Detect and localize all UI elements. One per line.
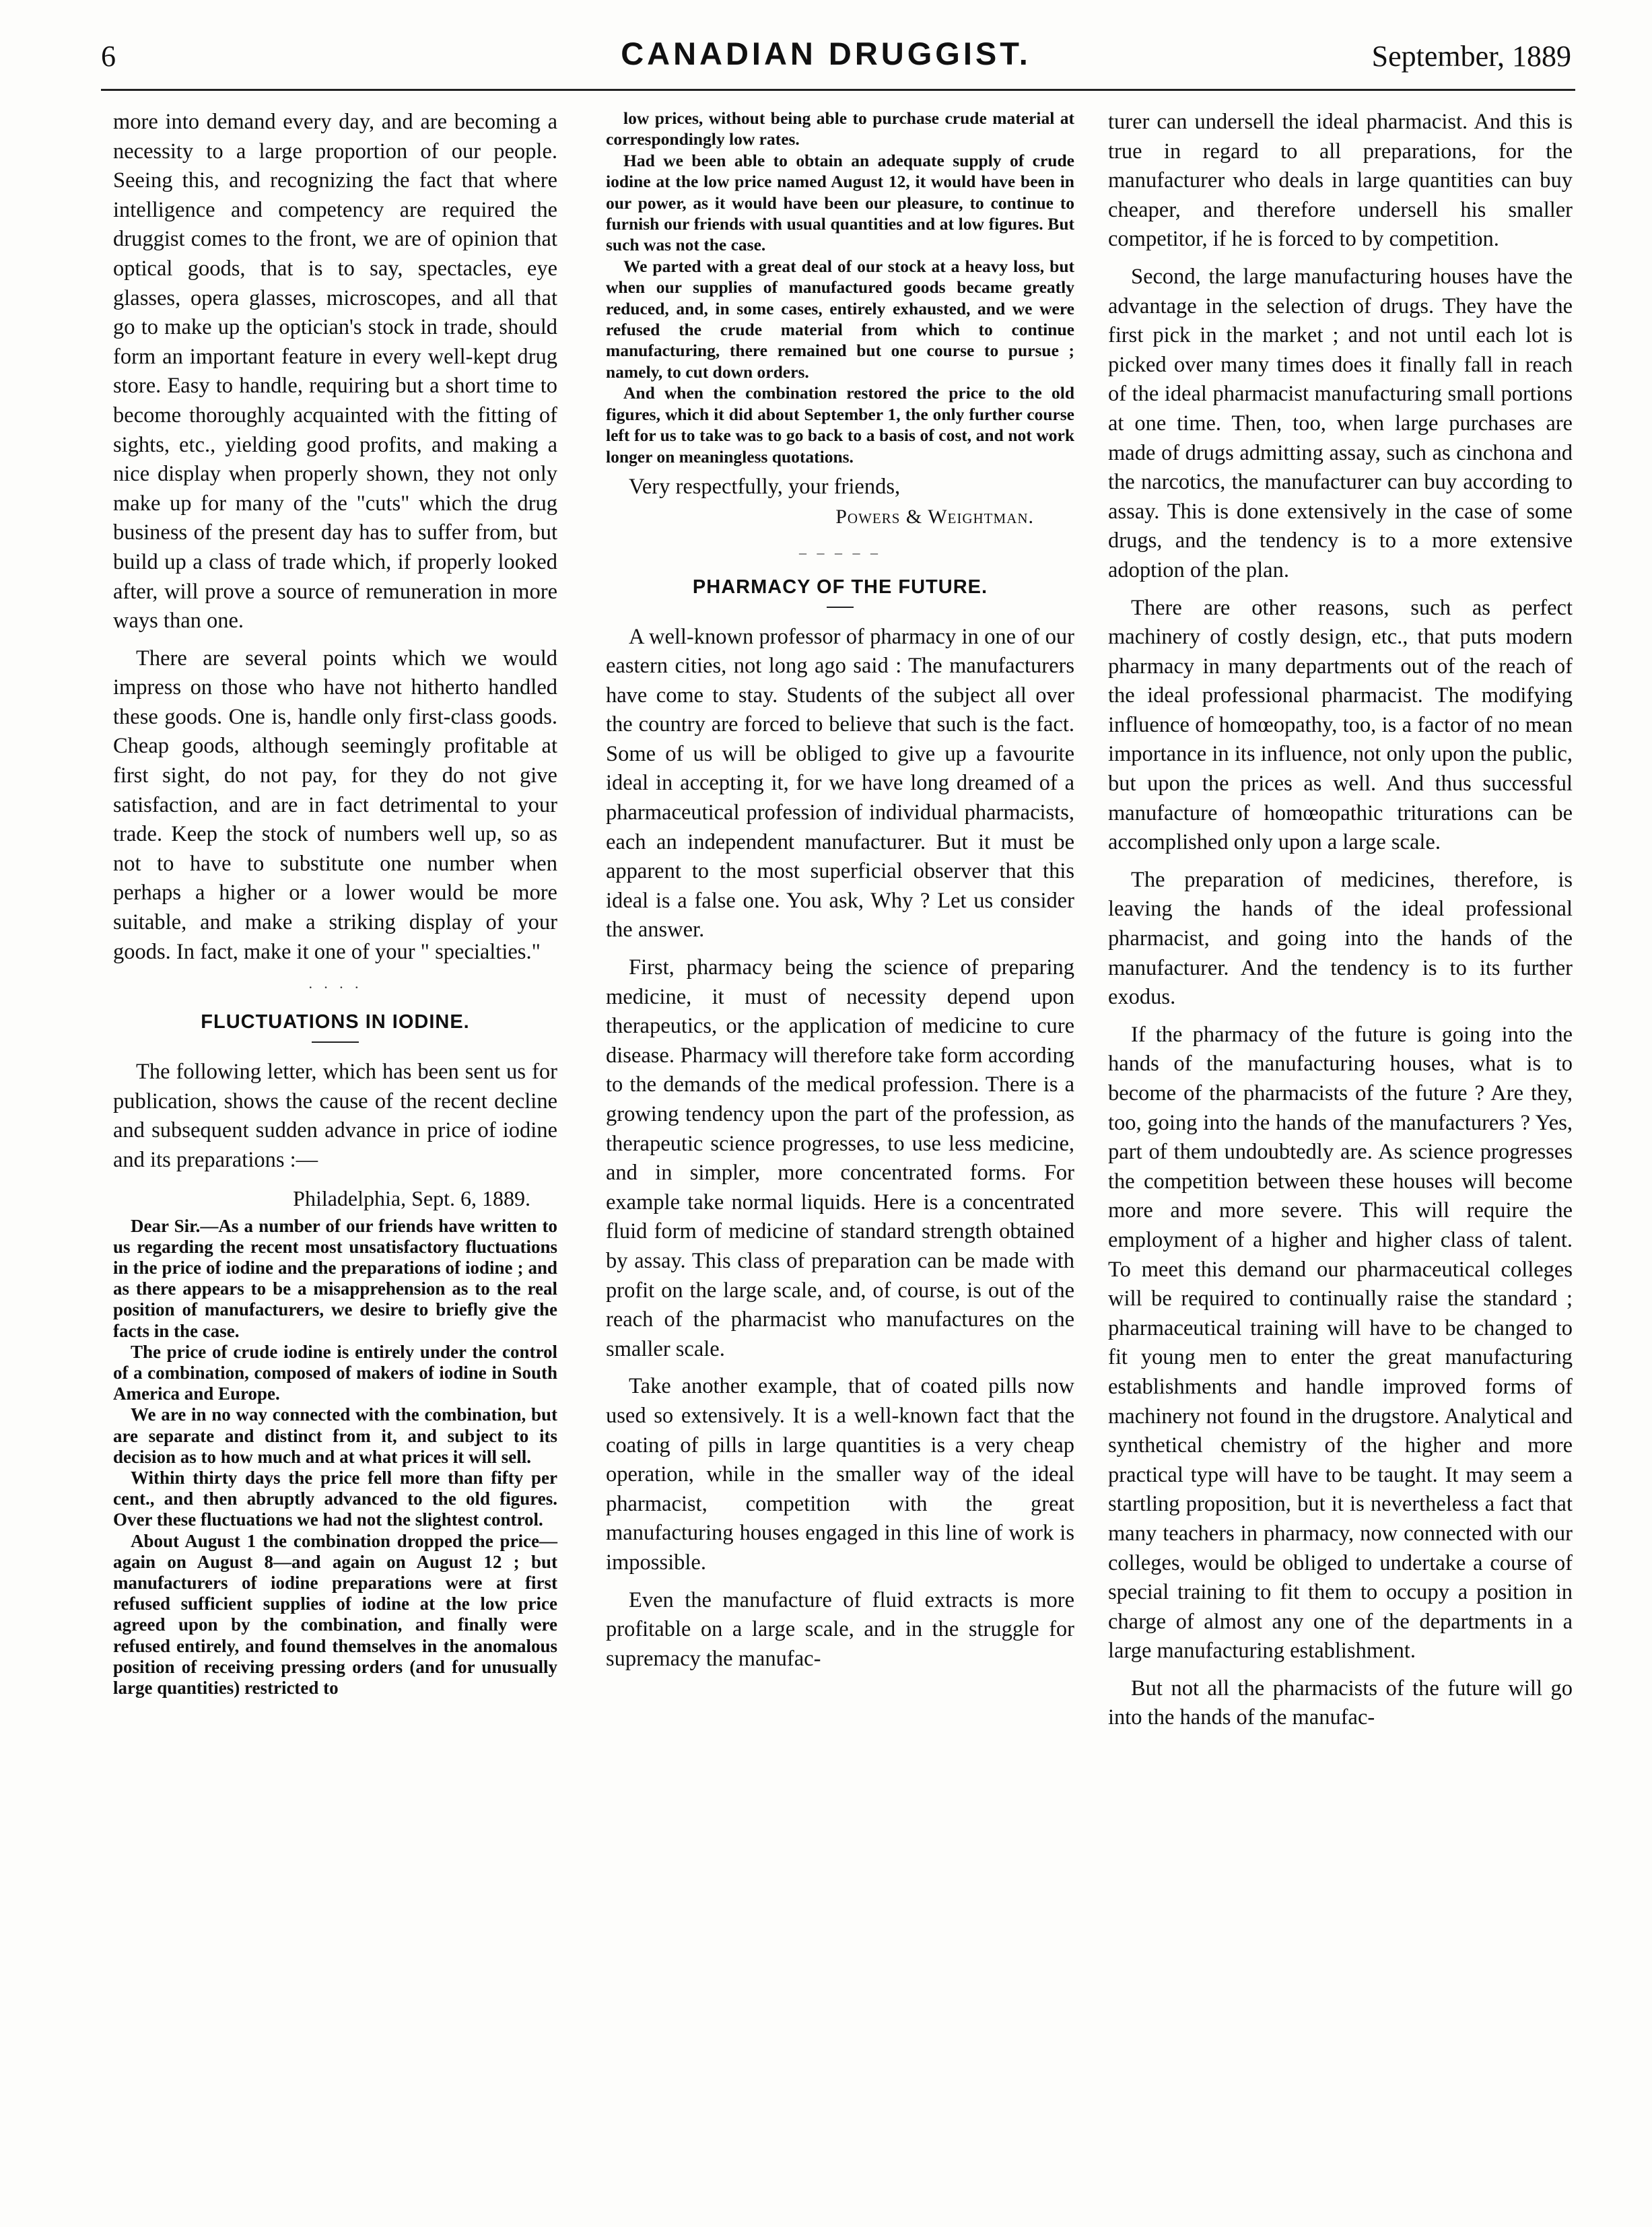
letter-paragraph: low prices, without being able to purchase crude material at correspondingly low rates.: [606, 108, 1074, 149]
issue-date: September, 1889: [1371, 40, 1571, 73]
paragraph: The preparation of medicines, therefore, is leaving the hands of the ideal professional pharmacist, and going into the hands of the manufacturer. And the tendency is to its further exodus.: [1108, 867, 1573, 1010]
letter-paragraph: Dear Sir.—As a number of our friends have written to us regarding the recent most unsatisfactory fluctuations in the price of iodine and the preparations of iodine ; and as there appears to be a misapprehension as to the real position of manufacturers, we desire to briefly give the facts in the case.: [113, 1215, 557, 1341]
paragraph: If the pharmacy of the future is going into the hands of the manufacturing houses, what is to become of the pharmacists of the future ? Are they, too, going into the hands of the manufacturers ? Yes, part of them undoubtedly are. As science progresses the competition between these houses will become more and more severe. This will require the employment of a higher and higher class of talent. To meet this demand our pharmaceutical colleges will be required to continually raise the standard ; pharmaceutical training will have to be changed to fit young men to enter the great manufacturing establishments and handle improved forms of machinery not found in the drugstore. Analytical and synthetical chemistry of the higher and more practical type will have to be taught. It may seem a startling proposition, but it is nevertheless a fact that many teachers in pharmacy, now connected with our colleges, would be obliged to undertake a course of special training to fit them to occupy a position in charge of almost any one of the departments in a large manufacturing establishment.: [1108, 1022, 1573, 1664]
paragraph: But not all the pharmacists of the future will go into the hands of the manufac-: [1108, 1676, 1573, 1730]
paragraph: Take another example, that of coated pills now used so extensively. It is a well-known fact that the coating of pills in large quantities is a very cheap operation, while in the smaller way of the ideal pharmacist, competition with the great manufacturing houses engaged in this line of work is impossible.: [606, 1374, 1074, 1575]
letter-dateline: Philadelphia, Sept. 6, 1889.: [293, 1186, 530, 1210]
section-separator: · · · ·: [308, 979, 363, 996]
article-heading-pharmacy: PHARMACY OF THE FUTURE.: [692, 576, 988, 598]
paragraph: more into demand every day, and are becoming a necessity to a large proportion of our people. Seeing this, and recognizing the fact that where intelligence and competency are required the druggist comes to the front, we are of opinion that optical goods, that is to say, spectacles, eye glasses, opera glasses, microscopes, and all that go to make up the optician's stock in trade, should form an important feature in every well-kept drug store. Easy to handle, requiring but a short time to become thoroughly acquainted with the fitting of sights, etc., yielding good profits, and making a nice display when properly shown, they not only make up for many of the "cuts" which the drug business of the present day has to suffer from, but build up a class of trade which, if properly looked after, will prove a source of remuneration in more ways than one.: [113, 110, 557, 633]
paragraph: The following letter, which has been sent us for publication, shows the cause of the recent decline and subsequent sudden advance in price of iodine and its preparations :—: [113, 1060, 557, 1172]
page-header: [0, 0, 1652, 74]
letter-paragraph: And when the combination restored the price to the old figures, which it did about September 1, the only further course left for us to take was to go back to a basis of cost, and not work longer on meaningless quotations.: [606, 383, 1074, 467]
section-separator: – – – – –: [799, 543, 881, 561]
masthead-title: CANADIAN DRUGGIST.: [621, 36, 1031, 71]
letter-paragraph: Had we been able to obtain an adequate supply of crude iodine at the low price named August 12, it would have been in our power, as it would have been our pleasure, to continue to furnish our friends with usual quantities and at low figures. But such was not the case.: [606, 150, 1074, 255]
letter-signature: Powers & Weightman.: [835, 505, 1034, 528]
paragraph: Even the manufacture of fluid extracts is more profitable on a large scale, and in the struggle for supremacy the manufac-: [606, 1587, 1074, 1671]
paragraph: There are several points which we would impress on those who have not hitherto handled these goods. One is, handle only first-class goods. Cheap goods, although seemingly profitable at first sight, do not pay, for they do not give satisfaction, and are in fact detrimental to your trade. Keep the stock of numbers well up, so as not to have to substitute one number when perhaps a higher or a lower would be more suitable, and make a striking display of your goods. In fact, make it one of your " specialties.": [113, 646, 557, 964]
column-1: [113, 108, 557, 1699]
letter-paragraph: We parted with a great deal of our stock at a heavy loss, but when our supplies of manufactured goods became greatly reduced, and, in some cases, entirely exhausted, and we were refused the crude material from which to continue manufacturing, there remained but one course to pursue ; namely, to cut down orders.: [606, 256, 1074, 382]
column-2: [606, 108, 1074, 1682]
header-rule: [101, 89, 1575, 91]
paragraph: There are other reasons, such as perfect machinery of costly design, etc., that puts modern pharmacy in many departments out of the reach of the ideal professional pharmacist. The modifying influence of homœopathy, too, is a factor of no mean importance in its influence, not only upon the public, but upon the prices as well. And thus successful manufacture of homœopathic triturations can be accomplished only upon a large scale.: [1108, 595, 1573, 855]
paragraph: First, pharmacy being the science of preparing medicine, it must of necessity depend upon therapeutics, or the application of medicine to cure disease. Pharmacy will therefore take form according to the demands of the medical profession. There is a growing tendency upon the part of the profession, as therapeutic science progresses, to use less medicine, and in simpler, more concentrated forms. For example take normal liquids. Here is a concentrated fluid form of medicine of standard strength obtained by assay. This class of preparation can be made with profit on the large scale, and, of course, is out of the reach of the pharmacist who manufactures on the smaller scale.: [606, 955, 1074, 1361]
letter-paragraph: Within thirty days the price fell more than fifty per cent., and then abruptly advanced to the old figures. Over these fluctuations we had not the slightest control.: [113, 1468, 557, 1530]
letter-paragraph: The price of crude iodine is entirely under the control of a combination, composed of makers of iodine in South America and Europe.: [113, 1341, 557, 1404]
heading-rule: [827, 607, 854, 608]
article-heading-iodine: FLUCTUATIONS IN IODINE.: [201, 1011, 470, 1033]
letter-paragraph: We are in no way connected with the combination, but are separate and distinct from it, and subject to its decision as to how much and at what prices it will sell.: [113, 1404, 557, 1467]
column-3: [1108, 108, 1573, 1741]
letter-paragraph: About August 1 the combination dropped the price—again on August 8—and again on August 12 ; but manufacturers of iodine preparations were at first refused sufficient supplies of iodine at the low price agreed upon by the combination, and finally were refused entirely, and found themselves in the anomalous position of receiving pressing orders (and for unusually large quantities) restricted to: [113, 1530, 557, 1699]
page-number: 6: [101, 40, 116, 73]
heading-rule: [312, 1041, 359, 1043]
letter-closing: Very respectfully, your friends,: [629, 474, 901, 499]
paragraph: A well-known professor of pharmacy in one of our eastern cities, not long ago said : The manufacturers have come to stay. Students of the subject all over the country are forced to believe that such is the fact. Some of us will be obliged to give up a favourite ideal in accepting it, for we have long dreamed of a pharmaceutical profession of individual pharmacists, each an independent manufacturer. But it must be apparent to the most superficial observer that this ideal is a false one. You ask, Why ? Let us consider the answer.: [606, 624, 1074, 943]
paragraph: turer can undersell the ideal pharmacist. And this is true in regard to all preparations, for the manufacturer who deals in large quantities can buy cheaper, and therefore undersell his smaller competitor, if he is forced to by competition.: [1108, 110, 1573, 252]
paragraph: Second, the large manufacturing houses have the advantage in the selection of drugs. They have the first pick in the market ; and not until each lot is picked over many times does it finally fall in reach of the ideal pharmacist manufacturing small portions at one time. Then, too, when large purchases are made of drugs admitting assay, such as cinchona and the narcotics, the manufacturer can buy according to assay. This is done extensively in the case of some drugs, and the tendency is to a more extensive adoption of the plan.: [1108, 264, 1573, 582]
